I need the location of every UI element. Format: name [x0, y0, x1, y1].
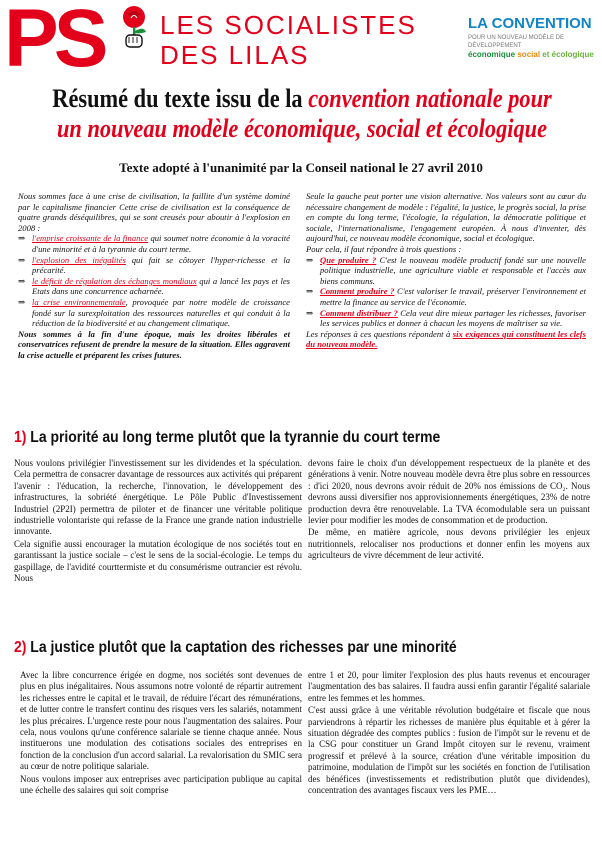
- section-2-title: La justice plutôt que la captation des richesses par une minorité: [26, 639, 457, 656]
- intro-bullet: [18, 276, 290, 297]
- section-1-left-column: [14, 458, 302, 585]
- bullet-text: qui fait se côtoyer l'hyper-richesse et la précarité.: [32, 254, 291, 276]
- convention-title: LA CONVENTION: [468, 15, 592, 32]
- section-1-paragraph: Cela signifie aussi encourager la mutation écologique de nos sociétés tout en garantissant la justice sociale – c'est le sens de la social-écologie. Le temps du gaspillage, de l'avidité courttermiste et du consumérisme outrancier est révolu. Nous: [14, 538, 302, 584]
- subtitle: Texte adopté à l'unanimité par la Conseil national le 27 avril 2010: [119, 160, 483, 175]
- rose-fist-icon: [114, 4, 154, 50]
- question-highlight: Comment distribuer ?: [320, 307, 398, 318]
- arrow-icon: ⇒: [18, 233, 26, 244]
- section-2-paragraph: Avec la libre concurrence érigée en dogme, nos sociétés sont devenues de plus en plus inégalitaires. Nous assumons notre volonté de répartir autrement les richesses entre le capital et le travail, de réduire l'écart des rémunérations, et de lutter contre le transfert continu des risques vers les salariés, notamment les plus précaires. L'urgence reste pour nous l'augmentation des salaires. Pour cela, nous voulons qu'une conférence salariale se tienne chaque année. Nous instituerons une modulation des cotisations sociales des entreprises en fonction de la conclusion d'un accord salarial. La revalorisation du SMIC sera au cœur de notre politique salariale.: [20, 670, 302, 772]
- question-text: C'est le nouveau modèle productif fondé sur une nouvelle politique industrielle, une agriculture viable et responsable et l'accès aux biens communs.: [320, 254, 586, 286]
- intro-bullet: [18, 297, 290, 329]
- question-item: [306, 255, 586, 287]
- section-2-number: 2): [14, 639, 27, 656]
- convention-words: [468, 50, 598, 60]
- question-highlight: Que produire ?: [320, 254, 377, 265]
- arrow-icon: ⇒: [306, 254, 314, 265]
- bullet-text: qui a lancé les pays et les Etats dans une concurrence acharnée.: [32, 275, 290, 297]
- section-1-heading: [14, 428, 532, 448]
- question-text: C'est valoriser le travail, préserver l'environnement et mettre la finance au service de l'économie.: [320, 286, 586, 307]
- section-2-paragraph: Nous voulons imposer aux entreprises avec participation publique au capital une échelle des salaires qui soit comprise: [20, 773, 302, 796]
- section-1-number: 1): [14, 429, 27, 446]
- section-name-line2: DES LILAS: [160, 40, 310, 70]
- section-1-paragraph: devons faire le choix d'un développement respectueux de la planète et des générations à venir. Notre nouveau modèle devra être plus sobre en ressources : d'ici 2020, nous devrons avoir réduit de 20% nos émissions de CO₂. Nous devrons aussi diversifier nos approvisionnements énergétiques, 23% de notre production devra être renouvelable. La TVA écomodulable sera un puissant levier pour modifier les modes de consommation et de production.: [308, 458, 590, 526]
- intro-conclusion: Nous sommes à la fin d'une époque, mais les droites libérales et conservatrices refusent de prendre la mesure de la situation. Elles aggravent la crise actuelle et préparent les crises futures.: [18, 328, 290, 360]
- question-highlight: Comment produire ?: [320, 286, 395, 297]
- conclusion-highlight: six exigences qui constituent les clefs du nouveau modèle.: [306, 328, 586, 350]
- section-2-paragraph: entre 1 et 20, pour limiter l'explosion des plus hauts revenus et encourager l'augmentation des bas salaires. Il faudra aussi enfin garantir l'égalité salariale entre les femmes et les hommes.: [308, 670, 590, 703]
- convention-subtitle: POUR UN NOUVEAU MODÈLE DE DÉVELOPPEMENT: [468, 35, 565, 49]
- section-1-title: La priorité au long terme plutôt que la tyrannie du court terme: [26, 429, 441, 446]
- section-name: [160, 10, 465, 74]
- title-plain: Résumé du texte issu de la: [52, 84, 309, 113]
- arrow-icon: ⇒: [18, 275, 26, 286]
- section-1-paragraph: De même, en matière agricole, nous devons privilégier les enjeux nutritionnels, relocaliser nos productions et donner enfin les moyens aux agriculteurs de vivre décemment de leur activité.: [308, 527, 590, 561]
- arrow-icon: ⇒: [18, 254, 26, 265]
- question-item: [306, 308, 586, 329]
- question-item: [306, 286, 586, 307]
- bullet-highlight: le déficit de régulation des échanges mondiaux: [32, 275, 197, 286]
- bullet-text: qui soumet notre économie à la voracité d'une minorité et à la tyrannie du court terme.: [32, 233, 290, 254]
- conclusion-text: Les réponses à ces questions répondent à: [306, 328, 453, 339]
- section-name-line1: LES SOCIALISTES: [160, 10, 417, 40]
- intro-right-column: [306, 191, 586, 350]
- section-2-heading: [14, 638, 532, 658]
- arrow-icon: ⇒: [306, 307, 314, 318]
- convention-logo: [468, 16, 598, 76]
- title-highlight-1: convention nationale pour: [308, 84, 552, 113]
- section-2-left-column: [20, 670, 302, 797]
- bullet-highlight: l'emprise croissante de la finance: [32, 233, 149, 244]
- title-highlight-2: un nouveau modèle économique, social et écologique: [56, 114, 548, 143]
- bullet-highlight: l'explosion des inégalités: [32, 254, 126, 265]
- intro-bullet: [18, 233, 290, 254]
- intro-paragraph: Pour cela, il faut répondre à trois questions :: [306, 243, 462, 254]
- convention-word-economique: économique: [468, 50, 516, 59]
- arrow-icon: ⇒: [306, 286, 314, 297]
- bullet-highlight: la crise environnementale: [32, 296, 126, 307]
- bullet-text: , provoquée par notre modèle de croissance fondé sur la surexploitation des ressources naturelles et qui conduit à la réduction de la biodiversité et au changement climatique.: [32, 296, 290, 329]
- convention-word-ecologique: et écologique: [542, 50, 594, 59]
- section-2-paragraph: C'est aussi grâce à une véritable révolution budgétaire et fiscale que nous parviendrons à répartir les richesses de manière plus équitable et à gérer la situation dégradée des comptes publics : fusion de l'impôt sur le revenu et de la CSG pour constituer un Grand Impôt citoyen sur le revenu, vraiment progressif et prélevé à la source, création d'une véritable imposition du patrimoine, modulation de l'impôt sur les sociétés en fonction de l'utilisation des bénéfices (investissements et redistribution plutôt que dividendes), concentration des avantages fiscaux vers les PME…: [308, 705, 590, 796]
- intro-conclusion: [306, 329, 586, 350]
- intro-bullet: [18, 255, 290, 276]
- convention-word-social: social: [517, 50, 541, 59]
- intro-paragraph: Seule la gauche peut porter une vision alternative. Nos valeurs sont au cœur du nécessaire changement de modèle : l'égalité, la justice, le progrès social, la prise en compte du long terme, l'écologie, la régulation, la démocratie politique et sociale, l'internationalisme, l'engagement européen. À nous d'inventer, dès aujourd'hui, ce nouveau modèle économique, social et écologique.: [306, 191, 586, 244]
- section-1-right-column: [308, 458, 590, 563]
- intro-left-column: [18, 191, 290, 361]
- section-1-paragraph: Nous voulons privilégier l'investissement sur les dividendes et la spéculation. Cela permettra de consacrer davantage de ressources aux activités qui préparent l'avenir : l'éducation, la recherche, l'innovation, le développement des infrastructures, la sobriété énergétique. Le Pôle Public d'Investissement Industriel (2P2I) permettra de piloter et de financer une véritable politique industrielle volontariste qui refasse de la France une grande nation industrielle innovante.: [14, 458, 302, 537]
- question-text: Cela veut dire mieux partager les richesses, favoriser les services publics et donner à chacun les moyens de maîtriser sa vie.: [320, 307, 586, 329]
- intro-paragraph: Nous sommes face à une crise de civilisation, la faillite d'un système dominé par le capitalisme financier Cette crise de civilisation est la conséquence de quatre grands déséquilibres, qui se sont creusés pour aboutir à l'explosion en 2008 :: [18, 191, 290, 233]
- ps-logo: PS: [4, 0, 104, 84]
- main-title: [47, 84, 556, 144]
- section-2-right-column: [308, 670, 590, 797]
- arrow-icon: ⇒: [18, 296, 26, 307]
